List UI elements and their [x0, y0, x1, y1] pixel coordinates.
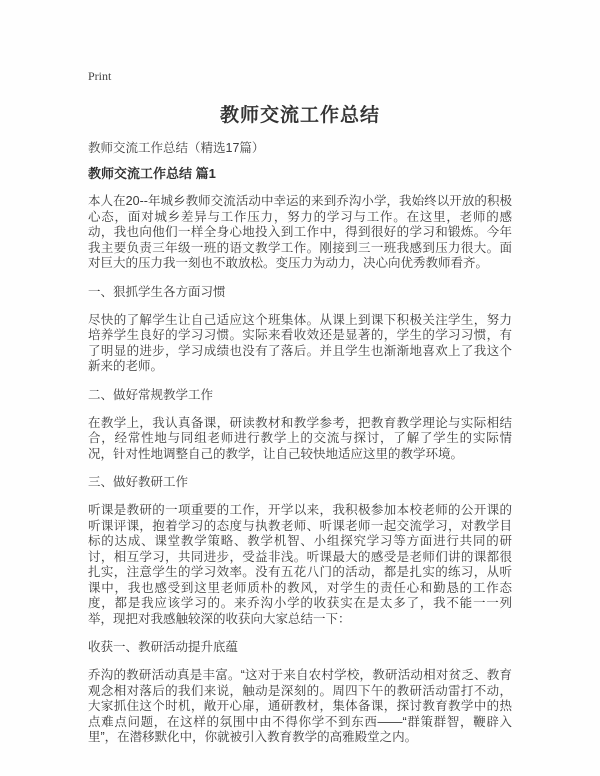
section-heading: 教师交流工作总结 篇1	[88, 166, 216, 181]
paragraph: 本人在20--年城乡教师交流活动中幸运的来到乔沟小学，我始终以开放的积极心态，面对城乡差异与工作压力，努力的学习与工作。在这里，老师的感动，我也向他们一样全身心地投入到工作中，得到很好的学习和锻炼。今年我主要负责三年级一班的语文教学工作。刚接到三一班我感到压力很大。面对巨大的压力我一刻也不敢放松。变压力为动力，决心向优秀教师看齐。	[88, 194, 512, 270]
document-subtitle: 教师交流工作总结（精选17篇）	[88, 141, 265, 155]
paragraph: 乔沟的教研活动真是丰富。“这对于来自农村学校，教研活动相对贫乏、教育观念相对落后的我们来说，触动是深刻的。周四下午的教研活动雷打不动，大家抓住这个时机，敞开心扉，通研教材，集体备课，探讨教育教学中的热点难点问题，在这样的氛围中由不得你学不到东西——“群策群智，鞭辟入里”，在潜移默化中，你就被引入教育教学的高雅殿堂之内。	[88, 668, 512, 744]
subsection-heading: 一、狠抓学生各方面习惯	[88, 284, 226, 299]
print-link[interactable]: Print	[88, 69, 112, 83]
paragraph: 听课是教研的一项重要的工作，开学以来，我积极参加本校老师的公开课的听课评课，抱着学习的态度与执教老师、听课老师一起交流学习，对教学目标的达成、课堂教学策略、教学机智、小组探究学习等方面进行共同的研讨，相互学习，共同进步，受益非浅。听课最大的感受是老师们讲的课都很扎实，注意学生的学习效率。没有五花八门的活动，都是扎实的练习，从听课中，我也感受到这里老师质朴的教风，对学生的责任心和勤恳的工作态度，都是我应该学习的。来乔沟小学的收获实在是太多了，我不能一一列举，现把对我感触较深的收获向大家总结一下：	[88, 503, 512, 626]
document-title: 教师交流工作总结	[219, 105, 380, 126]
subsection-heading: 三、做好教研工作	[88, 475, 189, 489]
paragraph: 尽快的了解学生让自己适应这个班集体。从课上到课下积极关注学生，努力培养学生良好的学习习惯。实际来看收效还是显著的，学生的学习习惯，有了明显的进步，学习成绩也没有了落后。并且学生也渐渐地喜欢上了我这个新来的老师。	[88, 312, 512, 373]
subsection-heading: 二、做好常规教学工作	[88, 387, 214, 402]
document-page	[88, 0, 512, 746]
paragraph: 在教学上，我认真备课，研读教材和教学参考，把教育教学理论与实际相结合，经常性地与同组老师进行教学上的交流与探讨，了解了学生的实际情况，针对性地调整自己的教学，让自己较快地适应这里的教学环境。	[88, 415, 512, 461]
subsection-heading: 收获一、教研活动提升底蕴	[88, 640, 239, 654]
